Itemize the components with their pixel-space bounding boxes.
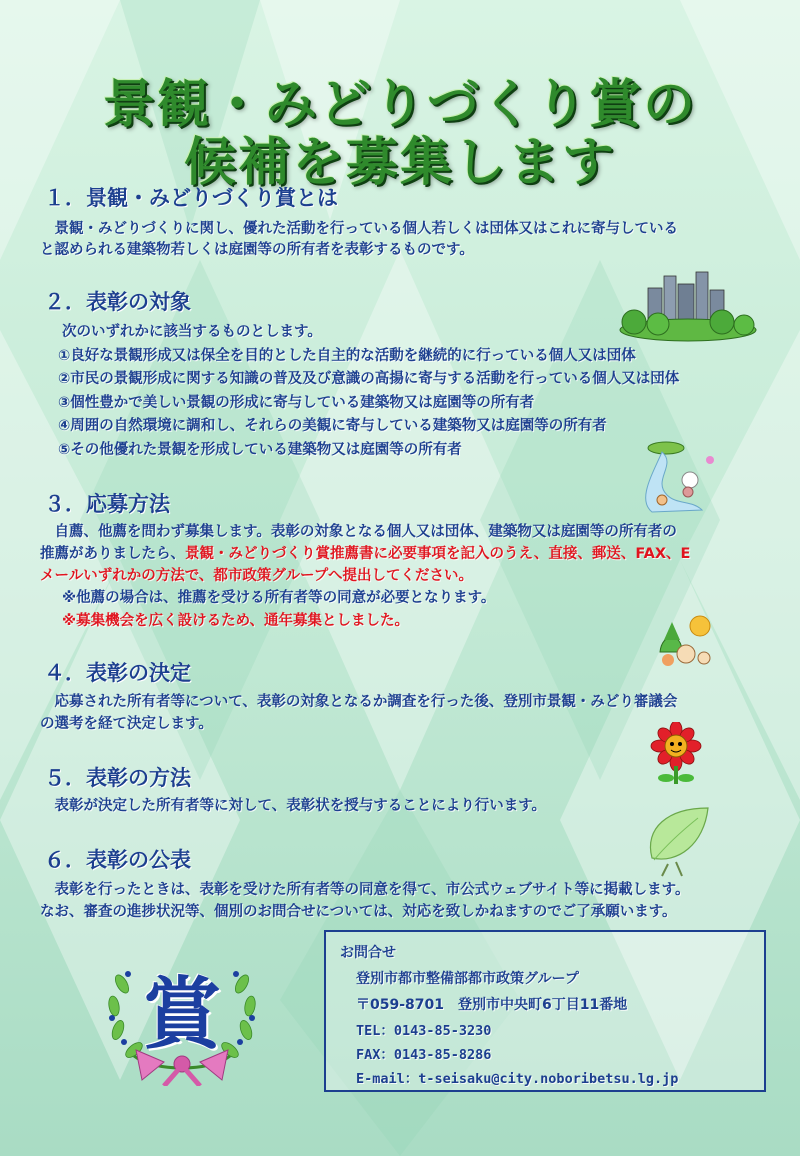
criteria-item-3: ③個性豊かで美しい景観の形成に寄与している建築物又は庭園等の所有者 bbox=[58, 395, 535, 411]
stream-animals-illustration bbox=[632, 440, 722, 515]
section5-text-line1: 表彰が決定した所有者等に対して、表彰状を授与することにより行います。 bbox=[40, 798, 547, 814]
section3-text-line2-b: 景観・みどりづくり賞推薦書に必要事項を記入のうえ、直接、郵送、FAX、E bbox=[185, 546, 691, 562]
contact-fax: FAX：0143-85-8286 bbox=[356, 1047, 492, 1063]
leaf-mascot-illustration bbox=[638, 804, 714, 880]
city-trees-illustration bbox=[618, 270, 758, 342]
section1-text-line1: 景観・みどりづくりに関し、優れた活動を行っている個人若しくは団体又はこれに寄与している bbox=[40, 221, 678, 237]
sun-people-illustration bbox=[652, 612, 722, 672]
contact-heading: お問合せ bbox=[340, 945, 396, 961]
section3-text-line2-a: 推薦がありましたら、 bbox=[40, 546, 185, 562]
section3-text-line3: メールいずれかの方法で、都市政策グループへ提出してください。 bbox=[40, 568, 473, 584]
section2-intro: 次のいずれかに該当するものとします。 bbox=[62, 324, 322, 340]
section3-text-line1: 自薦、他薦を問わず募集します。表彰の対象となる個人又は団体、建築物又は庭園等の所有者の bbox=[40, 524, 677, 540]
contact-box bbox=[324, 930, 766, 1092]
poster-title-line1: 景観・みどりづくり賞の bbox=[102, 75, 697, 135]
section1-text-line2: と認められる建築物若しくは庭園等の所有者を表彰するものです。 bbox=[40, 242, 474, 258]
section3-text-line2 bbox=[40, 542, 690, 563]
section6-text-line1: 表彰を行ったときは、表彰を受けた所有者等の同意を得て、市公式ウェブサイト等に掲載します。 bbox=[40, 882, 690, 898]
criteria-item-5: ⑤その他優れた景観を形成している建築物又は庭園等の所有者 bbox=[58, 442, 462, 458]
award-kanji: 賞 bbox=[142, 969, 221, 1060]
section6-text-line2: なお、審査の進捗状況等、個別のお問合せについては、対応を致しかねますのでご了承願います。 bbox=[40, 904, 677, 920]
section4-text-line2: の選考を経て決定します。 bbox=[40, 716, 213, 732]
section2-heading: ２．表彰の対象 bbox=[44, 290, 191, 314]
contact-email: E-mail：t-seisaku@city.noboribetsu.lg.jp bbox=[356, 1071, 679, 1087]
section3-note2: ※募集機会を広く設けるため、通年募集としました。 bbox=[62, 613, 410, 629]
criteria-item-1: ①良好な景観形成又は保全を目的とした自主的な活動を継続的に行っている個人又は団体 bbox=[58, 348, 636, 364]
section3-heading: ３．応募方法 bbox=[44, 492, 170, 516]
criteria-item-2: ②市民の景観形成に関する知識の普及及び意識の高揚に寄与する活動を行っている個人又は団体 bbox=[58, 371, 680, 387]
contact-tel: TEL：0143-85-3230 bbox=[356, 1023, 492, 1039]
criteria-item-4: ④周囲の自然環境に調和し、それらの美観に寄与している建築物又は庭園等の所有者 bbox=[58, 418, 607, 434]
flower-mascot-illustration bbox=[646, 722, 706, 792]
contact-department: 登別市都市整備部都市政策グループ bbox=[356, 971, 579, 987]
section3-note1: ※他薦の場合は、推薦を受ける所有者等の同意が必要となります。 bbox=[62, 590, 496, 606]
poster-title-line2: 候補を募集します bbox=[183, 133, 616, 193]
section5-heading: ５．表彰の方法 bbox=[44, 766, 191, 790]
section4-text-line1: 応募された所有者等について、表彰の対象となるか調査を行った後、登別市景観・みどり審議会 bbox=[40, 694, 678, 710]
section1-heading: １．景観・みどりづくり賞とは bbox=[44, 186, 338, 210]
contact-address: 〒059-8701 登別市中央町6丁目11番地 bbox=[356, 997, 628, 1013]
section6-heading: ６．表彰の公表 bbox=[44, 848, 191, 872]
section4-heading: ４．表彰の決定 bbox=[44, 661, 191, 685]
